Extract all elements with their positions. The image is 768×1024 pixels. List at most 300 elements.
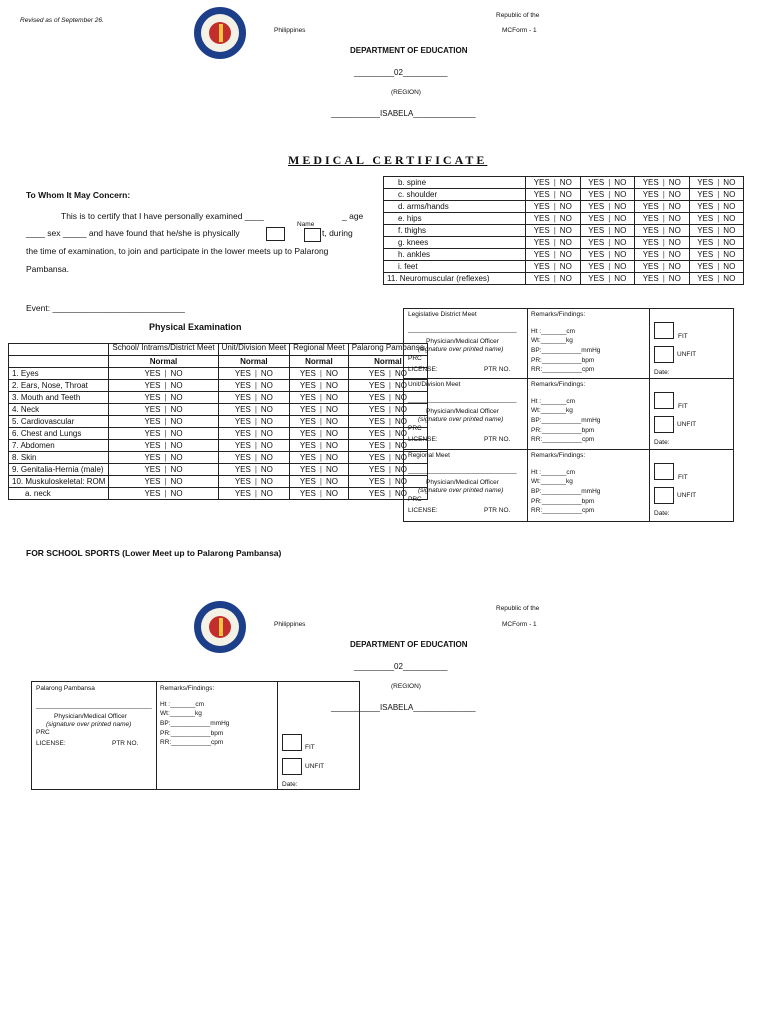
option-separator: | — [164, 393, 167, 402]
yes-option[interactable]: YES — [368, 393, 385, 402]
yes-option[interactable]: YES — [697, 178, 714, 187]
pr-field[interactable]: PR:___________bpm — [531, 427, 595, 434]
yes-option[interactable]: YES — [533, 202, 550, 211]
no-option[interactable]: NO — [260, 405, 273, 414]
date-field[interactable]: Date: — [654, 439, 670, 446]
fit-label: FIT — [678, 333, 688, 340]
yes-option[interactable]: YES — [144, 477, 161, 486]
school-sports-heading: FOR SCHOOL SPORTS (Lower Meet up to Palarong Pambansa) — [26, 548, 282, 558]
no-option[interactable]: NO — [325, 489, 338, 498]
palarong-prc: PRC — [36, 729, 50, 736]
no-option[interactable]: NO — [394, 429, 407, 438]
exam-row — [9, 488, 428, 500]
yes-option[interactable]: YES — [144, 441, 161, 450]
fit-checkbox[interactable] — [654, 322, 674, 339]
no-option[interactable]: NO — [170, 393, 183, 402]
no-option[interactable]: NO — [260, 465, 273, 474]
yes-option[interactable]: YES — [299, 381, 316, 390]
yes-option[interactable]: YES — [697, 226, 714, 235]
palarong-pr[interactable]: PR:___________bpm — [160, 730, 224, 737]
palarong-fit-checkbox[interactable] — [282, 734, 302, 751]
no-option[interactable]: NO — [394, 369, 407, 378]
yes-option[interactable]: YES — [533, 238, 550, 247]
exam-row — [9, 476, 428, 488]
yes-option[interactable]: YES — [697, 202, 714, 211]
option-separator: | — [717, 190, 720, 199]
palarong-bp[interactable]: BP:___________mmHg — [160, 720, 230, 727]
prc-label: PRC — [408, 355, 422, 362]
yes-option[interactable]: YES — [144, 489, 161, 498]
yes-option[interactable]: YES — [368, 381, 385, 390]
no-option[interactable]: NO — [394, 417, 407, 426]
no-option[interactable]: NO — [394, 381, 407, 390]
yes-option[interactable]: YES — [588, 238, 605, 247]
palarong-rr[interactable]: RR:___________cpm — [160, 739, 224, 746]
exam-row — [9, 380, 428, 392]
no-option[interactable]: NO — [723, 214, 736, 223]
exam-row — [9, 392, 428, 404]
no-option[interactable]: NO — [559, 214, 572, 223]
yes-option[interactable]: YES — [234, 393, 251, 402]
yes-option[interactable]: YES — [299, 441, 316, 450]
no-option[interactable]: NO — [325, 405, 338, 414]
pr-field[interactable]: PR:___________bpm — [531, 357, 595, 364]
palarong-remarks: Remarks/Findings: — [160, 685, 215, 692]
no-option[interactable]: NO — [668, 214, 681, 223]
option-separator: | — [608, 202, 611, 211]
msk-row — [384, 261, 744, 273]
no-option[interactable]: NO — [170, 477, 183, 486]
sex-checkbox[interactable] — [266, 227, 285, 241]
no-option[interactable]: NO — [668, 238, 681, 247]
normal-header: Normal — [218, 356, 289, 368]
unfit-label: UNFIT — [677, 492, 697, 499]
exam-row-label: a. neck — [9, 488, 109, 500]
license-label: LICENSE: — [408, 366, 438, 373]
yes-option[interactable]: YES — [533, 250, 550, 259]
no-option[interactable]: NO — [614, 214, 627, 223]
no-option[interactable]: NO — [394, 441, 407, 450]
unfit-checkbox[interactable] — [654, 487, 674, 504]
option-separator: | — [388, 417, 391, 426]
yes-option[interactable]: YES — [368, 417, 385, 426]
region-value-copy: _________02__________ — [354, 662, 448, 671]
wt-field[interactable]: Wt:_______kg — [531, 337, 573, 344]
no-option[interactable]: NO — [559, 190, 572, 199]
yes-option[interactable]: YES — [533, 226, 550, 235]
no-option[interactable]: NO — [325, 477, 338, 486]
exam-row-label: 10. Muskuloskeletal: ROM — [9, 476, 109, 488]
region-label-copy: (REGION) — [391, 683, 421, 690]
palarong-fit-label: FIT — [305, 744, 315, 751]
option-separator: | — [388, 489, 391, 498]
certificate-title: MEDICAL CERTIFICATE — [288, 153, 488, 167]
yes-option[interactable]: YES — [533, 190, 550, 199]
option-separator: | — [319, 393, 322, 402]
no-option[interactable]: NO — [668, 178, 681, 187]
no-option[interactable]: NO — [170, 465, 183, 474]
yes-option[interactable]: YES — [368, 489, 385, 498]
no-option[interactable]: NO — [394, 393, 407, 402]
exam-row — [9, 440, 428, 452]
no-option[interactable]: NO — [723, 274, 736, 283]
greeting: To Whom It May Concern: — [26, 190, 131, 200]
option-separator: | — [319, 441, 322, 450]
option-separator: | — [608, 250, 611, 259]
option-separator: | — [254, 381, 257, 390]
yes-option[interactable]: YES — [368, 429, 385, 438]
signature-line[interactable]: ______________________________ — [408, 326, 517, 333]
yes-option[interactable]: YES — [368, 465, 385, 474]
yes-option[interactable]: YES — [533, 178, 550, 187]
no-option[interactable]: NO — [325, 393, 338, 402]
no-option[interactable]: NO — [394, 465, 407, 474]
fit-checkbox[interactable] — [654, 463, 674, 480]
no-option[interactable]: NO — [559, 178, 572, 187]
wt-field[interactable]: Wt:_______kg — [531, 407, 573, 414]
option-separator: | — [319, 405, 322, 414]
bp-field[interactable]: BP:___________mmHg — [531, 347, 601, 354]
yes-option[interactable]: YES — [234, 441, 251, 450]
exam-row-label: 6. Chest and Lungs — [9, 428, 109, 440]
option-separator: | — [608, 262, 611, 271]
yes-option[interactable]: YES — [299, 417, 316, 426]
option-separator: | — [388, 441, 391, 450]
yes-option[interactable]: YES — [368, 369, 385, 378]
yes-option[interactable]: YES — [234, 417, 251, 426]
yes-option[interactable]: YES — [588, 226, 605, 235]
msk-row — [384, 249, 744, 261]
option-separator: | — [388, 393, 391, 402]
physically-checkbox[interactable] — [304, 228, 321, 242]
option-separator: | — [717, 214, 720, 223]
rr-field[interactable]: RR:___________cpm — [531, 366, 595, 373]
no-option[interactable]: NO — [614, 190, 627, 199]
no-option[interactable]: NO — [614, 202, 627, 211]
signature-line[interactable]: ______________________________ — [408, 396, 517, 403]
yes-option[interactable]: YES — [642, 250, 659, 259]
yes-option[interactable]: YES — [588, 214, 605, 223]
option-separator: | — [388, 465, 391, 474]
meet-label: Unit/Division Meet — [408, 381, 461, 388]
yes-option[interactable]: YES — [234, 453, 251, 462]
option-separator: | — [662, 274, 665, 283]
department-title: DEPARTMENT OF EDUCATION — [350, 46, 468, 55]
no-option[interactable]: NO — [559, 202, 572, 211]
event-field[interactable]: Event: ____________________________ — [26, 303, 185, 313]
no-option[interactable]: NO — [723, 250, 736, 259]
no-option[interactable]: NO — [723, 238, 736, 247]
yes-option[interactable]: YES — [144, 393, 161, 402]
no-option[interactable]: NO — [394, 453, 407, 462]
option-separator: | — [254, 429, 257, 438]
rr-field[interactable]: RR:___________cpm — [531, 507, 595, 514]
msk-row — [384, 237, 744, 249]
no-option[interactable]: NO — [559, 274, 572, 283]
no-option[interactable]: NO — [260, 489, 273, 498]
no-option[interactable]: NO — [325, 465, 338, 474]
yes-option[interactable]: YES — [588, 178, 605, 187]
date-field[interactable]: Date: — [654, 369, 670, 376]
yes-option[interactable]: YES — [642, 226, 659, 235]
palarong-signature-note: (signature over printed name) — [46, 721, 132, 728]
palarong-license: LICENSE: — [36, 740, 66, 747]
yes-option[interactable]: YES — [368, 453, 385, 462]
option-separator: | — [254, 417, 257, 426]
yes-option[interactable]: YES — [642, 178, 659, 187]
pr-field[interactable]: PR:___________bpm — [531, 498, 595, 505]
philippines-label: Philippines — [274, 27, 306, 34]
no-option[interactable]: NO — [614, 262, 627, 271]
no-option[interactable]: NO — [614, 226, 627, 235]
no-option[interactable]: NO — [325, 429, 338, 438]
no-option[interactable]: NO — [325, 441, 338, 450]
option-separator: | — [662, 190, 665, 199]
yes-option[interactable]: YES — [234, 405, 251, 414]
no-option[interactable]: NO — [260, 369, 273, 378]
yes-option[interactable]: YES — [299, 465, 316, 474]
unfit-label: UNFIT — [677, 421, 697, 428]
msk-row — [384, 273, 744, 285]
yes-option[interactable]: YES — [144, 453, 161, 462]
yes-option[interactable]: YES — [299, 369, 316, 378]
option-separator: | — [388, 453, 391, 462]
yes-option[interactable]: YES — [588, 274, 605, 283]
no-option[interactable]: NO — [170, 441, 183, 450]
no-option[interactable]: NO — [170, 405, 183, 414]
option-separator: | — [254, 441, 257, 450]
yes-option[interactable]: YES — [642, 202, 659, 211]
no-option[interactable]: NO — [723, 178, 736, 187]
yes-option[interactable]: YES — [234, 381, 251, 390]
yes-option[interactable]: YES — [642, 274, 659, 283]
yes-option[interactable]: YES — [533, 262, 550, 271]
yes-option[interactable]: YES — [144, 465, 161, 474]
exam-row — [9, 428, 428, 440]
option-separator: | — [164, 477, 167, 486]
yes-option[interactable]: YES — [697, 238, 714, 247]
exam-column-header: School/ Intrams/District Meet — [109, 344, 218, 356]
bp-field[interactable]: BP:___________mmHg — [531, 488, 601, 495]
no-option[interactable]: NO — [325, 417, 338, 426]
option-separator: | — [662, 214, 665, 223]
yes-option[interactable]: YES — [144, 381, 161, 390]
license-label: LICENSE: — [408, 507, 438, 514]
no-option[interactable]: NO — [170, 453, 183, 462]
no-option[interactable]: NO — [559, 226, 572, 235]
option-separator: | — [164, 417, 167, 426]
no-option[interactable]: NO — [723, 262, 736, 271]
no-option[interactable]: NO — [170, 417, 183, 426]
option-separator: | — [608, 238, 611, 247]
name-label: Name — [297, 221, 315, 228]
no-option[interactable]: NO — [723, 202, 736, 211]
exam-row — [9, 416, 428, 428]
yes-option[interactable]: YES — [299, 429, 316, 438]
ht-field[interactable]: Ht :_______cm — [531, 328, 576, 335]
no-option[interactable]: NO — [668, 202, 681, 211]
no-option[interactable]: NO — [260, 417, 273, 426]
palarong-unfit-checkbox[interactable] — [282, 758, 302, 775]
no-option[interactable]: NO — [394, 405, 407, 414]
no-option[interactable]: NO — [325, 453, 338, 462]
yes-option[interactable]: YES — [144, 405, 161, 414]
yes-option[interactable]: YES — [368, 405, 385, 414]
no-option[interactable]: NO — [260, 381, 273, 390]
yes-option[interactable]: YES — [299, 453, 316, 462]
option-separator: | — [717, 226, 720, 235]
yes-option[interactable]: YES — [234, 369, 251, 378]
yes-option[interactable]: YES — [234, 489, 251, 498]
yes-option[interactable]: YES — [588, 202, 605, 211]
no-option[interactable]: NO — [260, 393, 273, 402]
yes-option[interactable]: YES — [234, 465, 251, 474]
yes-option[interactable]: YES — [299, 489, 316, 498]
yes-option[interactable]: YES — [234, 429, 251, 438]
yes-option[interactable]: YES — [697, 214, 714, 223]
exam-row — [9, 464, 428, 476]
option-separator: | — [553, 178, 556, 187]
yes-option[interactable]: YES — [234, 477, 251, 486]
signature-line[interactable]: ______________________________ — [408, 467, 517, 474]
yes-option[interactable]: YES — [642, 214, 659, 223]
no-option[interactable]: NO — [394, 489, 407, 498]
yes-option[interactable]: YES — [144, 369, 161, 378]
no-option[interactable]: NO — [614, 250, 627, 259]
msk-row-label: d. arms/hands — [384, 201, 526, 213]
palarong-ht[interactable]: Ht :_______cm — [160, 701, 205, 708]
palarong-meet-label: Palarong Pambansa — [36, 685, 95, 692]
yes-option[interactable]: YES — [299, 393, 316, 402]
no-option[interactable]: NO — [260, 441, 273, 450]
no-option[interactable]: NO — [668, 190, 681, 199]
option-separator: | — [717, 262, 720, 271]
no-option[interactable]: NO — [260, 429, 273, 438]
option-separator: | — [553, 250, 556, 259]
yes-option[interactable]: YES — [588, 262, 605, 271]
form-id: MCForm - 1 — [502, 27, 537, 34]
no-option[interactable]: NO — [614, 178, 627, 187]
palarong-wt[interactable]: Wt:_______kg — [160, 710, 202, 717]
no-option[interactable]: NO — [325, 381, 338, 390]
ht-field[interactable]: Ht :_______cm — [531, 398, 576, 405]
option-separator: | — [164, 429, 167, 438]
option-separator: | — [254, 393, 257, 402]
no-option[interactable]: NO — [260, 477, 273, 486]
option-separator: | — [388, 381, 391, 390]
yes-option[interactable]: YES — [144, 417, 161, 426]
option-separator: | — [717, 202, 720, 211]
meet-label: Regional Meet — [408, 452, 450, 459]
unfit-checkbox[interactable] — [654, 346, 674, 363]
physician-label: Physician/Medical Officer — [426, 338, 499, 345]
unfit-checkbox[interactable] — [654, 416, 674, 433]
ptr-label: PTR NO. — [484, 436, 511, 443]
option-separator: | — [662, 238, 665, 247]
no-option[interactable]: NO — [170, 381, 183, 390]
no-option[interactable]: NO — [668, 226, 681, 235]
yes-option[interactable]: YES — [642, 190, 659, 199]
unfit-label: UNFIT — [677, 351, 697, 358]
normal-header: Normal — [290, 356, 349, 368]
option-separator: | — [254, 489, 257, 498]
yes-option[interactable]: YES — [368, 477, 385, 486]
yes-option[interactable]: YES — [697, 262, 714, 271]
yes-option[interactable]: YES — [642, 262, 659, 271]
option-separator: | — [553, 238, 556, 247]
msk-row-label: h. ankles — [384, 249, 526, 261]
yes-option[interactable]: YES — [588, 250, 605, 259]
no-option[interactable]: NO — [614, 238, 627, 247]
option-separator: | — [662, 250, 665, 259]
date-field[interactable]: Date: — [654, 510, 670, 517]
option-separator: | — [553, 214, 556, 223]
palarong-signature-line[interactable]: ________________________________ — [36, 702, 152, 709]
yes-option[interactable]: YES — [144, 429, 161, 438]
no-option[interactable]: NO — [170, 369, 183, 378]
fit-label: FIT — [678, 474, 688, 481]
normal-header: Normal — [348, 356, 428, 368]
physical-exam-title: Physical Examination — [149, 322, 242, 332]
option-separator: | — [608, 226, 611, 235]
no-option[interactable]: NO — [668, 274, 681, 283]
yes-option[interactable]: YES — [299, 477, 316, 486]
exam-row-label: 1. Eyes — [9, 368, 109, 380]
no-option[interactable]: NO — [668, 262, 681, 271]
yes-option[interactable]: YES — [533, 274, 550, 283]
no-option[interactable]: NO — [170, 489, 183, 498]
no-option[interactable]: NO — [325, 369, 338, 378]
yes-option[interactable]: YES — [368, 441, 385, 450]
msk-row-label: i. feet — [384, 261, 526, 273]
no-option[interactable]: NO — [723, 226, 736, 235]
option-separator: | — [164, 381, 167, 390]
option-separator: | — [662, 178, 665, 187]
yes-option[interactable]: YES — [697, 250, 714, 259]
rr-field[interactable]: RR:___________cpm — [531, 436, 595, 443]
option-separator: | — [608, 178, 611, 187]
yes-option[interactable]: YES — [533, 214, 550, 223]
no-option[interactable]: NO — [559, 262, 572, 271]
yes-option[interactable]: YES — [642, 238, 659, 247]
no-option[interactable]: NO — [559, 238, 572, 247]
license-label: LICENSE: — [408, 436, 438, 443]
exam-row-label: 7. Abdomen — [9, 440, 109, 452]
bp-field[interactable]: BP:___________mmHg — [531, 417, 601, 424]
msk-row-label: b. spine — [384, 177, 526, 189]
no-option[interactable]: NO — [559, 250, 572, 259]
yes-option[interactable]: YES — [697, 190, 714, 199]
fit-checkbox[interactable] — [654, 392, 674, 409]
yes-option[interactable]: YES — [299, 405, 316, 414]
yes-option[interactable]: YES — [697, 274, 714, 283]
no-option[interactable]: NO — [260, 453, 273, 462]
no-option[interactable]: NO — [668, 250, 681, 259]
no-option[interactable]: NO — [170, 429, 183, 438]
palarong-date[interactable]: Date: — [282, 781, 298, 788]
option-separator: | — [553, 202, 556, 211]
no-option[interactable]: NO — [394, 477, 407, 486]
philippines-label-copy: Philippines — [274, 621, 306, 628]
prc-label: PRC — [408, 425, 422, 432]
no-option[interactable]: NO — [723, 190, 736, 199]
yes-option[interactable]: YES — [588, 190, 605, 199]
ht-field[interactable]: Ht :_______cm — [531, 469, 576, 476]
option-separator: | — [388, 369, 391, 378]
no-option[interactable]: NO — [614, 274, 627, 283]
wt-field[interactable]: Wt:_______kg — [531, 478, 573, 485]
option-separator: | — [388, 477, 391, 486]
